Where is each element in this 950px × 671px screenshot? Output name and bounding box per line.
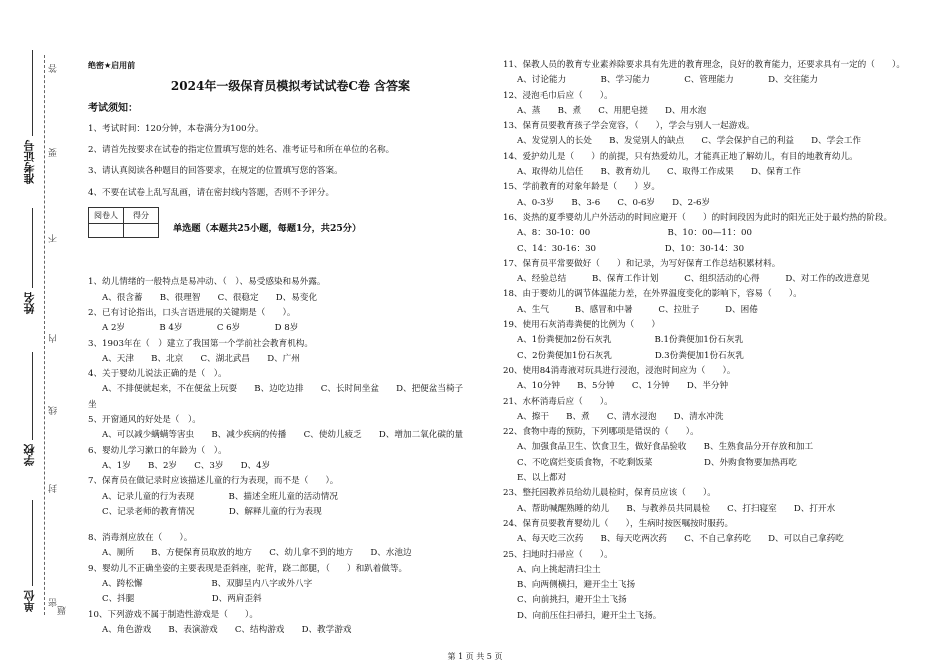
school-field[interactable] xyxy=(18,352,33,440)
question-options: A、角色游戏 B、表演游戏 C、结构游戏 D、教学游戏 xyxy=(102,624,352,635)
question-options: B、向两侧横扫，避开尘土飞扬 xyxy=(517,580,636,591)
question-options: C、2份粪便加1份石灰乳 D.3份粪便加1份石灰乳 xyxy=(517,350,744,361)
notice-item: 3、请认真阅读各种题目的回答要求，在规定的位置填写您的答案。 xyxy=(88,166,343,177)
question-options-wrap: 坐 xyxy=(88,399,97,410)
question-4 xyxy=(88,367,493,413)
question-options: A 2岁 B 4岁 C 6岁 D 8岁 xyxy=(102,323,299,334)
question-text: 4、关于婴幼儿说法正确的是（ ）。 xyxy=(88,369,227,380)
question-8 xyxy=(88,531,493,562)
grader-cell[interactable] xyxy=(89,224,124,238)
question-1 xyxy=(88,275,493,306)
secret-mark: 绝密★启用前 xyxy=(88,61,136,70)
question-text: 15、学前教育的对象年龄是（ ）岁。 xyxy=(503,182,661,193)
question-options: A、10分钟 B、5分钟 C、1分钟 D、半分钟 xyxy=(517,381,729,392)
question-options: A、8：30-10：00 B、10：00—11：00 xyxy=(517,228,752,239)
question-text: 18、由于婴幼儿的调节体温能力差，在外界温度变化的影响下，容易（ ）。 xyxy=(503,289,802,300)
question-options: A、擦干 B、煮 C、清水浸泡 D、清水冲洗 xyxy=(517,411,724,422)
unit-field[interactable] xyxy=(18,500,33,586)
question-9 xyxy=(88,562,493,608)
notice-item: 1、考试时间：120分钟，本卷满分为100分。 xyxy=(88,123,264,134)
question-text: 20、使用84消毒液对玩具进行浸泡，浸泡时间应为（ ）。 xyxy=(503,365,736,376)
question-text: 2、已有讨论指出，口头言语进展的关键期是（ ）。 xyxy=(88,307,296,318)
question-options: A、0-3岁 B、3-6 C、0-6岁 D、2-6岁 xyxy=(517,197,711,208)
question-text: 19、使用石灰消毒粪便的比例为（ ） xyxy=(503,320,661,331)
question-text: 21、水杯消毒后应（ ）。 xyxy=(503,396,613,407)
question-20 xyxy=(503,364,908,395)
seal-mark: 题 xyxy=(58,606,68,615)
question-options: E、以上都对 xyxy=(517,473,567,484)
unit-label: 单位 xyxy=(23,590,36,612)
question-text: 24、保育员要教育婴幼儿（ ），生病时按医嘱按时服药。 xyxy=(503,518,734,529)
seal-mark: 内 xyxy=(49,334,59,343)
question-18 xyxy=(503,287,908,318)
question-22 xyxy=(503,425,908,486)
question-options: A、发觉别人的长处 B、发觉别人的缺点 C、学会保护自己的利益 D、学会工作 xyxy=(517,136,861,147)
question-text: 17、保育员平常要做好（ ）和记录，为写好保育工作总结积累材料。 xyxy=(503,258,781,269)
question-options: D、向前压住扫帚扫，避开尘土飞扬。 xyxy=(517,610,662,621)
question-text: 11、保教人员的教育专业素养除要求具有先进的教育理念，良好的教育能力，还要求具有一定的（ ）。 xyxy=(503,60,905,70)
question-options: A、加强食品卫生、饮食卫生，做好食品验收 B、生熟食品分开存放和加工 xyxy=(517,442,814,453)
question-text: 22、食物中毒的预防，下列哪项是错误的（ ）。 xyxy=(503,427,699,438)
question-options: A、跨松懈 B、双脚呈内八字或外八字 xyxy=(102,579,313,590)
question-options: A、记录儿童的行为表现 B、描述全班儿童的活动情况 xyxy=(102,491,338,502)
exam-number-field[interactable] xyxy=(18,50,33,136)
question-16 xyxy=(503,211,908,257)
question-text: 9、婴幼儿不正确坐姿的主要表现是歪斜座，驼背，跷二郎腿，（ ）和趴着做等。 xyxy=(88,563,408,574)
question-text: 25、扫地时扫帚应（ ）。 xyxy=(503,549,613,560)
question-13 xyxy=(503,119,908,150)
exam-number-label: 准考证号 xyxy=(23,140,36,184)
school-label: 学校 xyxy=(23,444,36,466)
seal-mark: 答 xyxy=(49,64,59,73)
seal-mark: 要 xyxy=(49,148,59,157)
question-text: 14、爱护幼儿是（ ）的前提，只有热爱幼儿，才能真正地了解幼儿，有目的地教育幼儿。 xyxy=(503,151,858,162)
question-text: 1、幼儿情绪的一般特点是易冲动、（ ）、易受感染和易外露。 xyxy=(88,277,326,288)
question-text: 7、保育员在做记录时应该描述儿童的行为表现，而不是（ ）。 xyxy=(88,476,339,487)
question-text: 12、浸泡毛巾后应（ ）。 xyxy=(503,90,613,101)
question-7 xyxy=(88,474,493,520)
question-5 xyxy=(88,413,493,444)
question-25 xyxy=(503,548,908,624)
question-text: 13、保育员要教育孩子学会宽容，（ ），学会与别人一起游戏。 xyxy=(503,121,755,132)
question-options: A、天津 B、北京 C、湖北武昌 D、广州 xyxy=(102,353,300,364)
question-options: A、蒸 B、煮 C、用肥皂搓 D、用水泡 xyxy=(517,105,707,116)
question-text: 16、炎热的夏季婴幼儿户外活动的时间应避开（ ）的时间段因为此时的阳光正处于最灼热的阶段。 xyxy=(503,212,893,223)
question-options: A、1份粪便加2份石灰乳 B.1份粪便加1份石灰乳 xyxy=(517,335,744,346)
name-label: 姓名 xyxy=(23,292,36,314)
question-options: A、向上挑起清扫尘土 xyxy=(517,564,601,575)
notice-heading: 考试须知： xyxy=(88,102,138,114)
question-options: C、抖腿 D、两肩歪斜 xyxy=(102,594,262,605)
question-text: 23、整托园教养员给幼儿晨检时，保育员应该（ ）。 xyxy=(503,488,716,499)
question-text: 5、开窗通风的好处是（ ）。 xyxy=(88,415,201,426)
question-options: A、帮助喊醒熟睡的幼儿 B、与教养员共同晨检 C、打扫寝室 D、打开水 xyxy=(517,503,836,514)
question-12 xyxy=(503,89,908,120)
binding-margin xyxy=(0,0,68,671)
question-text: 6、婴幼儿学习漱口的年龄为（ ）。 xyxy=(88,445,227,456)
question-17 xyxy=(503,257,908,288)
seal-mark: 封 xyxy=(49,484,59,493)
question-options: A、生气 B、感冒和中暑 C、拉肚子 D、困倦 xyxy=(517,304,758,315)
question-14 xyxy=(503,150,908,181)
question-text: 8、消毒剂应放在（ ）。 xyxy=(88,533,193,544)
question-options: A、可以减少螨螨等害虫 B、减少疾病的传播 C、使幼儿疲乏 D、增加二氧化碳的量 xyxy=(102,430,464,441)
question-10 xyxy=(88,608,493,639)
question-options: A、厕所 B、方便保育员取放的地方 C、幼儿拿不到的地方 D、水池边 xyxy=(102,548,412,559)
question-15 xyxy=(503,180,908,211)
question-options: A、每天吃三次药 B、每天吃两次药 C、不自己拿药吃 D、可以自己拿药吃 xyxy=(517,534,844,545)
question-6 xyxy=(88,444,493,475)
seal-mark: 密 xyxy=(49,598,59,607)
question-23 xyxy=(503,486,908,517)
question-11 xyxy=(503,58,908,89)
seal-mark: 不 xyxy=(49,234,59,243)
question-options: A、1岁 B、2岁 C、3岁 D、4岁 xyxy=(102,460,271,471)
right-column xyxy=(503,58,908,624)
question-options: A、讨论能力 B、学习能力 C、管理能力 D、交往能力 xyxy=(517,75,818,86)
score-table xyxy=(88,207,159,238)
name-field[interactable] xyxy=(18,208,33,288)
question-3 xyxy=(88,337,493,368)
question-options: C、向前挑扫，避开尘土飞扬 xyxy=(517,595,627,606)
question-options: A、取得幼儿信任 B、教育幼儿 C、取得工作成果 D、保育工作 xyxy=(517,167,801,178)
score-section xyxy=(88,207,493,238)
grader-header: 阅卷人 xyxy=(89,208,124,224)
section-title: 单选题（本题共25小题，每题1分，共25分） xyxy=(173,223,362,235)
page-number: 第 1 页 共 5 页 xyxy=(447,652,503,661)
question-options: A、不排便就起来，不在便盆上玩耍 B、边吃边排 C、长时间坐盆 D、把便盆当椅子 xyxy=(102,384,464,395)
question-19 xyxy=(503,318,908,364)
notice-item: 2、请首先按要求在试卷的指定位置填写您的姓名、准考证号和所在单位的名称。 xyxy=(88,145,395,156)
left-column xyxy=(88,58,493,638)
question-24 xyxy=(503,517,908,548)
question-text: 10、下列游戏不属于制造性游戏是（ ）。 xyxy=(88,609,258,620)
question-options: C、不吃腐烂变质食物，不吃剩饭菜 D、外购食物要加热再吃 xyxy=(517,457,797,468)
question-options: A、经验总结 B、保育工作计划 C、组织活动的心得 D、对工作的改进意见 xyxy=(517,274,870,285)
question-21 xyxy=(503,395,908,426)
question-options: C、14：30-16：30 D、10：30-14：30 xyxy=(517,243,745,254)
notice-item: 4、不要在试卷上乱写乱画，请在密封线内答题，否则不予评分。 xyxy=(88,187,335,198)
question-options: A、很含蓄 B、很理智 C、很稳定 D、易变化 xyxy=(102,292,318,303)
question-text: 3、1903年在（ ）建立了我国第一个学前社会教育机构。 xyxy=(88,338,313,349)
question-2 xyxy=(88,306,493,337)
score-header: 得分 xyxy=(124,208,159,224)
page-title: 2024年一级保育员模拟考试试卷C卷 含答案 xyxy=(170,79,411,94)
question-options: C、记录老师的教育情况 D、解释儿童的行为表现 xyxy=(102,506,322,517)
seal-mark: 线 xyxy=(49,406,59,415)
score-cell[interactable] xyxy=(124,224,159,238)
seal-line xyxy=(44,55,45,615)
